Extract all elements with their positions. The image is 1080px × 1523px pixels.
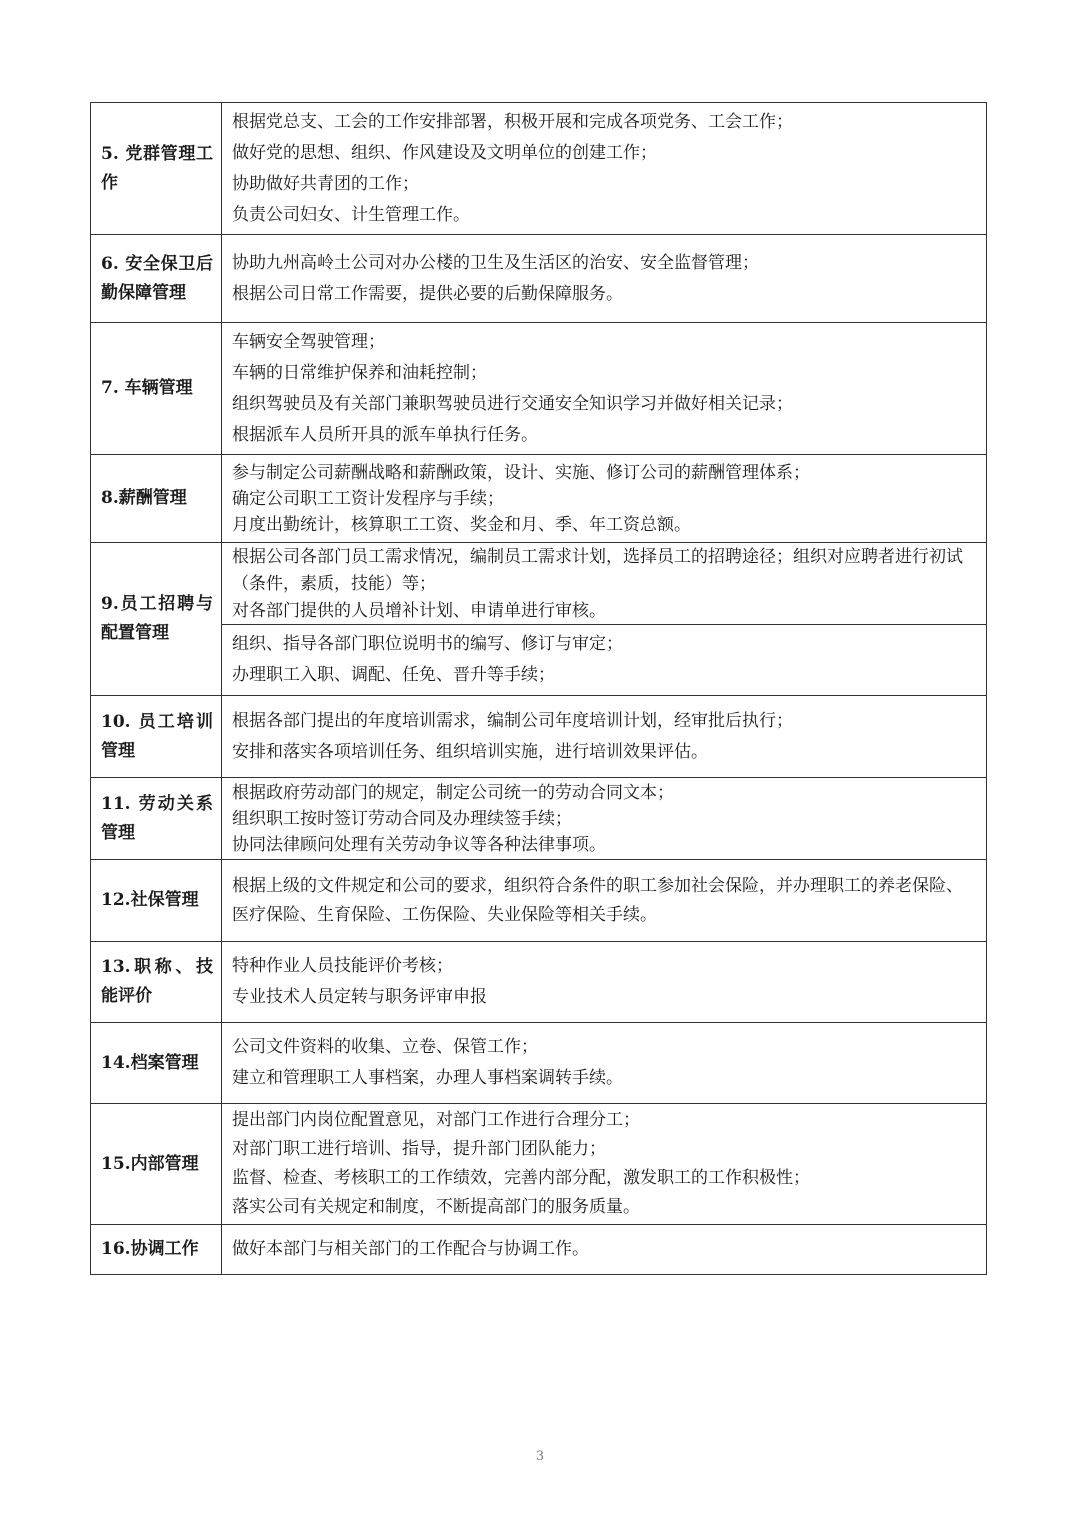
category-cell: 8.薪酬管理 [91, 455, 222, 543]
category-cell: 13.职称、技能评价 [91, 942, 222, 1023]
table-row [91, 942, 987, 1023]
duty-line: 对各部门提供的人员增补计划、申请单进行审核。 [232, 600, 606, 621]
duty-line: 特种作业人员技能评价考核； [232, 956, 453, 976]
duty-cell [222, 235, 987, 323]
duty-line: 根据上级的文件规定和公司的要求，组织符合条件的职工参加社会保险，并办理职工的养老保险、医疗保险、生育保险、工伤保险、失业保险等相关手续。 [232, 875, 963, 925]
category-cell: 5. 党群管理工作 [91, 103, 222, 235]
duty-line: 做好党的思想、组织、作风建设及文明单位的创建工作； [232, 142, 657, 163]
table-row [91, 235, 987, 323]
category-cell: 12.社保管理 [91, 860, 222, 942]
duty-line: 组织、指导各部门职位说明书的编写、修订与审定； [232, 634, 623, 654]
duty-line: 建立和管理职工人事档案，办理人事档案调转手续。 [232, 1068, 623, 1088]
table-row [91, 1104, 987, 1225]
duty-line: 根据政府劳动部门的规定，制定公司统一的劳动合同文本； [232, 782, 674, 803]
duty-line: 组织职工按时签订劳动合同及办理续签手续； [232, 808, 572, 829]
duty-cell [222, 625, 987, 696]
category-cell: 10. 员工培训管理 [91, 696, 222, 778]
duty-line: 提出部门内岗位配置意见，对部门工作进行合理分工； [232, 1110, 640, 1130]
table-row [91, 323, 987, 455]
duty-line: 专业技术人员定转与职务评审申报 [232, 987, 487, 1007]
duty-line: 根据公司日常工作需要，提供必要的后勤保障服务。 [232, 283, 623, 304]
duty-line: 协助做好共青团的工作； [232, 173, 419, 194]
category-cell: 7. 车辆管理 [91, 323, 222, 455]
duty-line: 车辆的日常维护保养和油耗控制； [232, 362, 487, 383]
duty-cell [222, 103, 987, 235]
category-cell: 11. 劳动关系管理 [91, 778, 222, 860]
duty-line: 办理职工入职、调配、任免、晋升等手续； [232, 665, 555, 685]
category-cell: 15.内部管理 [91, 1104, 222, 1225]
duty-cell [222, 942, 987, 1023]
table-row [91, 625, 987, 696]
table-row [91, 455, 987, 543]
category-cell: 16.协调工作 [91, 1225, 222, 1275]
duty-cell [222, 1104, 987, 1225]
duty-cell [222, 455, 987, 543]
duty-line: 根据派车人员所开具的派车单执行任务。 [232, 424, 538, 445]
category-cell: 14.档案管理 [91, 1023, 222, 1104]
duty-line: 落实公司有关规定和制度，不断提高部门的服务质量。 [232, 1197, 640, 1217]
duty-cell [222, 543, 987, 625]
table-row [91, 778, 987, 860]
duty-line: 根据公司各部门员工需求情况，编制员工需求计划，选择员工的招聘途径；组织对应聘者进行初试（条件，素质，技能）等； [232, 546, 963, 594]
page-number: 3 [535, 1449, 545, 1464]
duty-line: 监督、检查、考核职工的工作绩效，完善内部分配，激发职工的工作积极性； [232, 1168, 810, 1188]
table-row [91, 1225, 987, 1275]
duty-line: 月度出勤统计，核算职工工资、奖金和月、季、年工资总额。 [232, 514, 691, 535]
duty-line: 做好本部门与相关部门的工作配合与协调工作。 [232, 1239, 589, 1259]
duty-line: 根据党总支、工会的工作安排部署，积极开展和完成各项党务、工会工作； [232, 111, 793, 132]
duty-line: 组织驾驶员及有关部门兼职驾驶员进行交通安全知识学习并做好相关记录； [232, 393, 793, 414]
table-row [91, 860, 987, 942]
duty-line: 车辆安全驾驶管理； [232, 331, 385, 352]
duty-line: 公司文件资料的收集、立卷、保管工作； [232, 1037, 538, 1057]
table-row [91, 1023, 987, 1104]
duty-cell [222, 696, 987, 778]
duty-line: 根据各部门提出的年度培训需求，编制公司年度培训计划，经审批后执行； [232, 710, 793, 731]
duty-cell [222, 323, 987, 455]
duty-line: 协助九州高岭土公司对办公楼的卫生及生活区的治安、安全监督管理； [232, 252, 759, 273]
duty-cell [222, 1023, 987, 1104]
duty-cell [222, 1225, 987, 1275]
duty-line: 对部门职工进行培训、指导，提升部门团队能力； [232, 1139, 606, 1159]
duty-cell [222, 860, 987, 942]
duty-line: 参与制定公司薪酬战略和薪酬政策，设计、实施、修订公司的薪酬管理体系； [232, 462, 810, 483]
duty-line: 负责公司妇女、计生管理工作。 [232, 204, 470, 225]
category-cell: 9.员工招聘与配置管理 [91, 543, 222, 696]
table-row [91, 103, 987, 235]
duty-table [90, 102, 987, 1275]
duty-line: 确定公司职工工资计发程序与手续； [232, 488, 504, 509]
duty-cell [222, 778, 987, 860]
duty-line: 协同法律顾问处理有关劳动争议等各种法律事项。 [232, 834, 606, 855]
table-row [91, 543, 987, 625]
category-cell: 6. 安全保卫后勤保障管理 [91, 235, 222, 323]
table-row [91, 696, 987, 778]
duty-line: 安排和落实各项培训任务、组织培训实施，进行培训效果评估。 [232, 741, 708, 762]
